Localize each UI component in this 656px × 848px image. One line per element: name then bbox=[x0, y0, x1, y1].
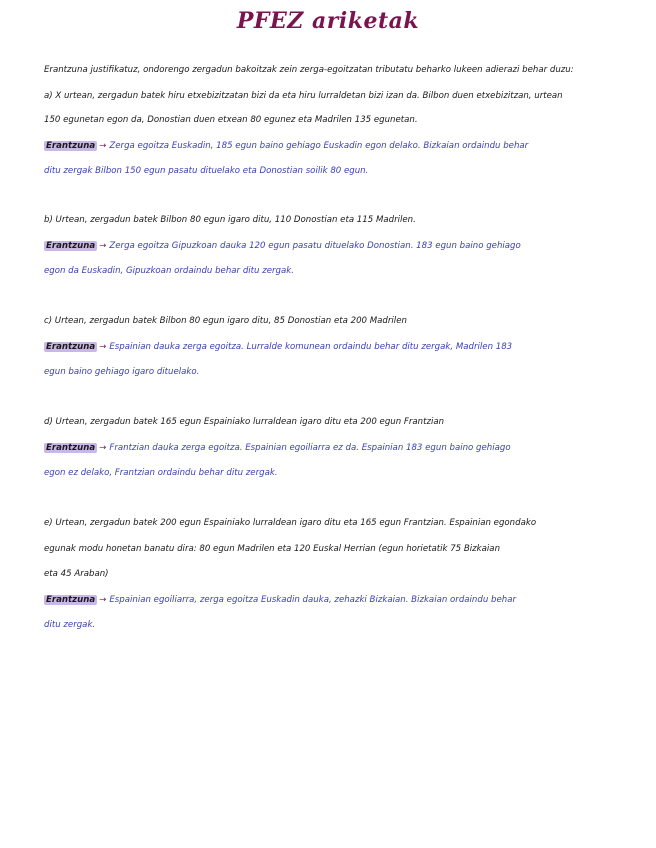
question-e-line-2: egunak modu honetan banatu dira: 80 egun Madrilen eta 120 Euskal Herrian (egun horietatik 75 Bizkaian bbox=[44, 544, 501, 554]
question-e-line-3: eta 45 Araban) bbox=[44, 569, 109, 579]
page-title: PFEZ ariketak bbox=[236, 8, 420, 34]
question-e-line-1: e) Urtean, zergadun batek 200 egun Espainiako lurraldean igaro ditu eta 165 egun Frantzian. Espainian egondako bbox=[44, 518, 537, 528]
question-a-line-1: a) X urtean, zergadun batek hiru etxebizitzatan bizi da eta hiru lurraldetan bizi izan da. Bilbon duen etxebizitzan, urtean bbox=[44, 91, 563, 101]
answer-e-text-1: Espainian egoiliarra, zerga egoitza Euskadin dauka, zehazki Bizkaian. Bizkaian ordaindu behar bbox=[109, 595, 516, 605]
arrow-right-icon: → bbox=[99, 141, 107, 151]
answer-label: Erantzuna bbox=[46, 595, 96, 605]
question-d-line-1: d) Urtean, zergadun batek 165 egun Espainiako lurraldean igaro ditu eta 200 egun Frantzian bbox=[44, 417, 445, 427]
answer-b-line-2: egon da Euskadin, Gipuzkoan ordaindu behar ditu zergak. bbox=[44, 266, 294, 276]
answer-c-text-1: Espainian dauka zerga egoitza. Lurralde komunean ordaindu behar ditu zergak, Madrilen 183 bbox=[109, 342, 513, 352]
question-a-line-2: 150 egunetan egon da, Donostian duen etxean 80 egunez eta Madrilen 135 egunetan. bbox=[44, 115, 418, 125]
arrow-right-icon: → bbox=[99, 595, 107, 605]
answer-d-line-1 bbox=[44, 442, 619, 455]
answer-label: Erantzuna bbox=[46, 241, 96, 251]
answer-c-line-1 bbox=[44, 341, 619, 354]
answer-a-line-1 bbox=[44, 140, 619, 153]
answer-d-line-2: egon ez delako, Frantzian ordaindu behar ditu zergak. bbox=[44, 468, 278, 478]
question-c-line-1: c) Urtean, zergadun batek Bilbon 80 egun igaro ditu, 85 Donostian eta 200 Madrilen bbox=[44, 316, 407, 326]
answer-c-line-2: egun baino gehiago igaro dituelako. bbox=[44, 367, 200, 377]
answer-e-line-2: ditu zergak. bbox=[44, 620, 96, 630]
answer-b-text-1: Zerga egoitza Gipuzkoan dauka 120 egun pasatu dituelako Donostian. 183 egun baino gehiago bbox=[109, 241, 521, 251]
answer-e-line-1 bbox=[44, 594, 619, 607]
arrow-right-icon: → bbox=[99, 342, 107, 352]
answer-a-text-1: Zerga egoitza Euskadin, 185 egun baino gehiago Euskadin egon delako. Bizkaian ordaindu behar bbox=[109, 141, 529, 151]
question-b-line-1: b) Urtean, zergadun batek Bilbon 80 egun igaro ditu, 110 Donostian eta 115 Madrilen. bbox=[44, 215, 416, 225]
answer-label: Erantzuna bbox=[46, 342, 96, 352]
answer-d-text-1: Frantzian dauka zerga egoitza. Espainian egoiliarra ez da. Espainian 183 egun baino gehiago bbox=[109, 443, 511, 453]
answer-a-line-2: ditu zergak Bilbon 150 egun pasatu dituelako eta Donostian soilik 80 egun. bbox=[44, 166, 369, 176]
answer-label: Erantzuna bbox=[46, 141, 96, 151]
intro-text: Erantzuna justifikatuz, ondorengo zergadun bakoitzak zein zerga-egoitzatan tributatu beharko lukeen adierazi behar duzu: bbox=[44, 65, 574, 75]
answer-b-line-1 bbox=[44, 240, 619, 253]
arrow-right-icon: → bbox=[99, 241, 107, 251]
arrow-right-icon: → bbox=[99, 443, 107, 453]
answer-label: Erantzuna bbox=[46, 443, 96, 453]
